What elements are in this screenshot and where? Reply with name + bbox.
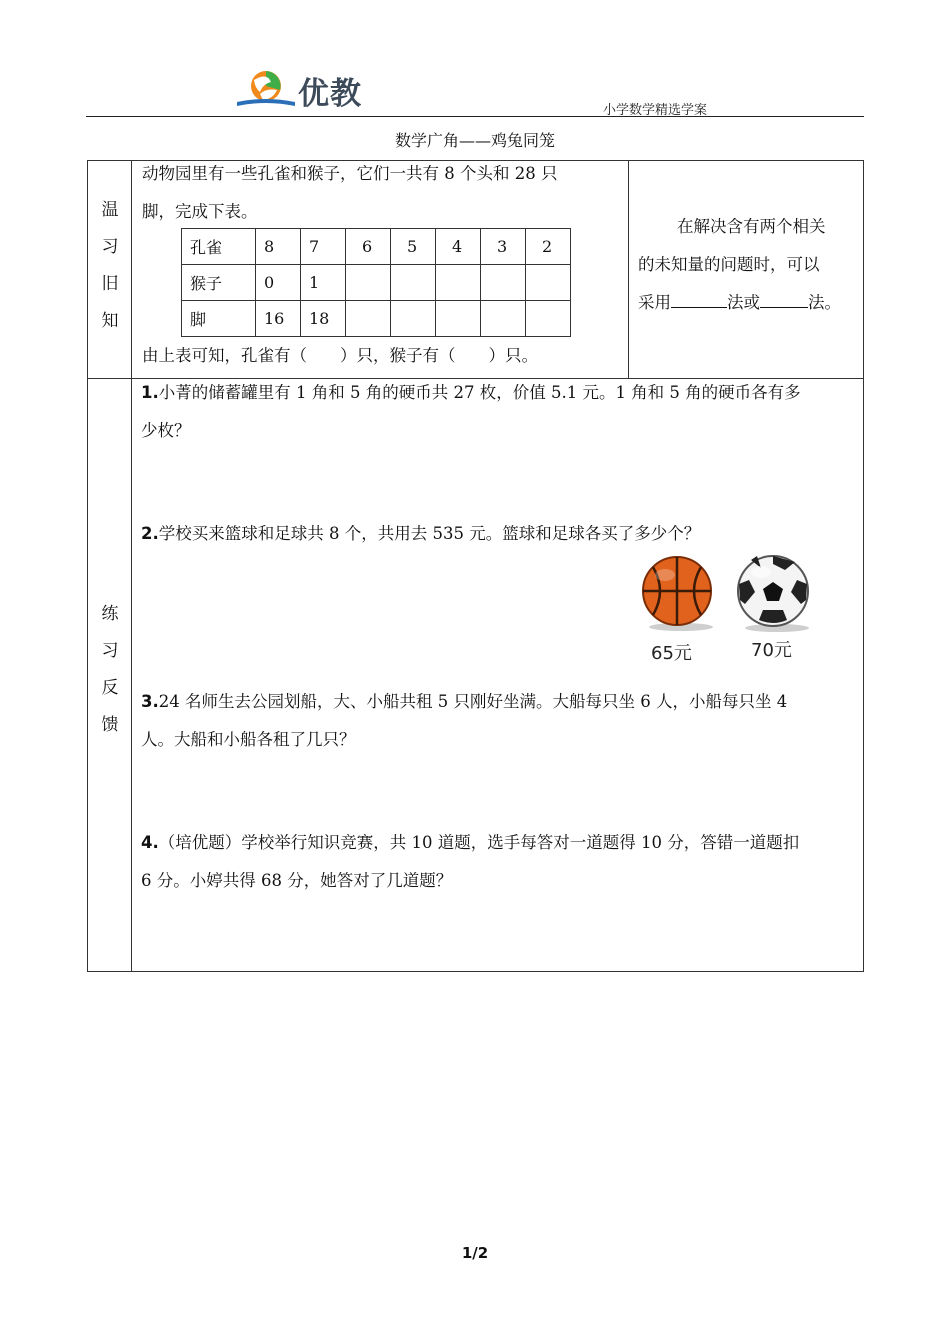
table-row [182, 229, 571, 265]
table-cell [391, 265, 436, 301]
page-number: 1/2 [461, 1244, 489, 1262]
basketball-price: 65元 [651, 643, 692, 664]
table-cell: 8 [256, 229, 301, 265]
table-cell [436, 265, 481, 301]
table-cell [526, 265, 571, 301]
question-2: 2.学校买来篮球和足球共 8 个，共用去 535 元。篮球和足球各买了多少个？ [141, 524, 701, 543]
table-cell: 0 [256, 265, 301, 301]
table-cell: 1 [301, 265, 346, 301]
review-tip-line1: 在解决含有两个相关 [677, 217, 826, 236]
review-conclusion: 由上表可知，孔雀有（ ）只，猴子有（ ）只。 [142, 346, 538, 365]
table-border-tip [628, 160, 629, 379]
review-label: 温 习 旧 知 [101, 200, 119, 331]
table-cell [526, 301, 571, 337]
table-cell [391, 301, 436, 337]
review-tip-line2: 的未知量的问题时，可以 [638, 255, 820, 274]
question-4-line2: 6 分。小婷共得 68 分，她答对了几道题？ [141, 871, 453, 890]
table-cell: 脚 [182, 301, 256, 337]
table-cell [346, 301, 391, 337]
question-1: 1.小菁的储蓄罐里有 1 角和 5 角的硬币共 27 枚，价值 5.1 元。1 角和 5 角的硬币各有多 [141, 383, 801, 402]
table-cell: 18 [301, 301, 346, 337]
table-cell: 猴子 [182, 265, 256, 301]
table-cell: 孔雀 [182, 229, 256, 265]
answer-blank[interactable] [760, 289, 808, 308]
question-3: 3.24 名师生去公园划船，大、小船共租 5 只刚好坐满。大船每只坐 6 人，小船每只坐 4 [141, 692, 788, 711]
header-rule [86, 116, 864, 117]
review-intro-line2: 脚，完成下表。 [142, 202, 258, 221]
basketball-icon [637, 555, 719, 633]
question-4: 4.（培优题）学校举行知识竞赛，共 10 道题，选手每答对一道题得 10 分，答错一道题扣 [141, 833, 800, 852]
table-border-right [863, 160, 864, 972]
table-cell [481, 301, 526, 337]
football-icon [733, 554, 815, 634]
page-title: 数学广角——鸡兔同笼 [394, 131, 555, 150]
football-price: 70元 [751, 640, 792, 661]
header-subtitle: 小学数学精选学案 [603, 103, 708, 118]
table-row [182, 265, 571, 301]
table-row [182, 301, 571, 337]
table-cell [481, 265, 526, 301]
table-cell: 2 [526, 229, 571, 265]
practice-label: 练 习 反 馈 [101, 604, 119, 735]
answer-blank[interactable] [671, 289, 727, 308]
table-cell [346, 265, 391, 301]
question-1-line2: 少枚？ [141, 421, 191, 440]
review-tip-line3: 采用 法或 法。 [638, 284, 841, 322]
table-border-bottom [87, 971, 864, 972]
table-cell [436, 301, 481, 337]
table-cell: 3 [481, 229, 526, 265]
logo-text: 优教 [298, 76, 362, 112]
question-3-line2: 人。大船和小船各租了几只？ [141, 730, 356, 749]
table-cell: 4 [436, 229, 481, 265]
table-cell: 7 [301, 229, 346, 265]
review-table [181, 228, 571, 337]
table-cell: 16 [256, 301, 301, 337]
table-cell: 6 [346, 229, 391, 265]
review-intro-line1: 动物园里有一些孔雀和猴子，它们一共有 8 个头和 28 只 [142, 164, 558, 183]
table-cell: 5 [391, 229, 436, 265]
